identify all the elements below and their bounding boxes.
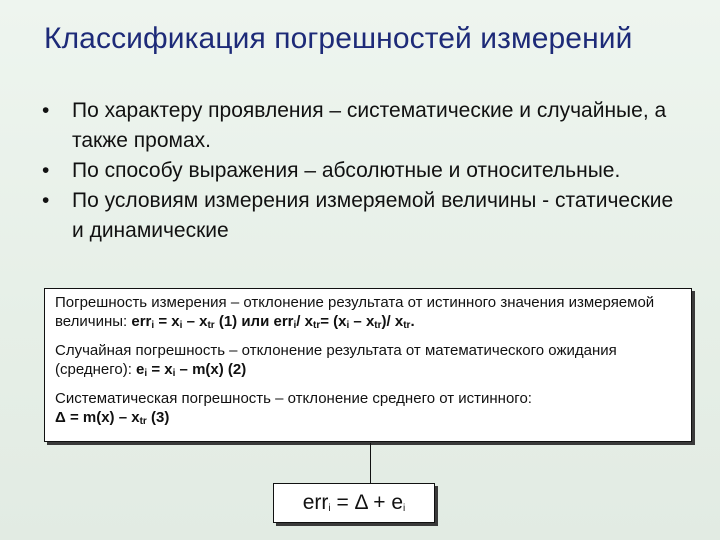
formula-part: err <box>273 313 294 330</box>
random-error-definition <box>55 341 683 379</box>
formula-sub: i <box>346 320 350 331</box>
random-error-text: Случайная погрешность – отклонение результата от математического ожидания (среднего): <box>55 342 617 378</box>
formula-part: err <box>131 313 152 330</box>
formula-part: = (x <box>320 313 347 330</box>
formula-part: )/ x <box>381 313 404 330</box>
formula-sub: i <box>172 368 176 379</box>
bullet-list <box>40 96 690 246</box>
systematic-error-text: Систематическая погрешность – отклонение среднего от истинного: <box>55 390 532 407</box>
bullet-text: По условиям измерения измеряемой величины - статические и динамические <box>72 189 674 242</box>
bullet-item <box>40 156 690 186</box>
formula-sub: i <box>151 320 155 331</box>
formula-part: (3) <box>146 409 170 426</box>
absolute-error-text: Погрешность измерения – отклонение результата от истинного значения измеряемой величины: <box>55 294 655 330</box>
random-error-formula <box>136 361 246 378</box>
systematic-error-definition <box>55 389 683 427</box>
formula-part: = x <box>147 361 173 378</box>
total-error-formula-box <box>273 483 435 523</box>
formula-part: = Δ + e <box>330 491 404 514</box>
formula-part: . <box>410 313 415 330</box>
formula-part: – m(x) (2) <box>175 361 247 378</box>
formula-sub: i <box>403 503 406 514</box>
systematic-error-formula <box>55 409 169 426</box>
formula-part: – x <box>349 313 375 330</box>
formula-sub: tr <box>207 320 215 331</box>
bullet-dot: • <box>42 99 50 122</box>
delta-symbol: Δ <box>55 409 66 426</box>
bullet-text: По способу выражения – абсолютные и относительные. <box>72 159 621 182</box>
bullet-dot: • <box>42 189 50 212</box>
formula-sub: tr <box>312 320 321 331</box>
formula-sub: i <box>179 320 183 331</box>
formula-sub: tr <box>374 320 382 331</box>
formula-part: = m(x) – x <box>65 409 140 426</box>
formula-sub: tr <box>403 320 411 331</box>
slide-title: Классификация погрешностей измерений <box>44 22 633 55</box>
definitions-box <box>44 288 692 442</box>
formula-part: e <box>136 361 145 378</box>
connector-line <box>370 443 371 483</box>
formula-part: / x <box>296 313 313 330</box>
bullet-text: По характеру проявления – систематические и случайные, а также промах. <box>72 99 667 152</box>
formula-part: (1) или <box>214 313 274 330</box>
absolute-error-formula <box>131 313 414 330</box>
formula-part: err <box>302 491 329 514</box>
formula-sub: i <box>328 503 331 514</box>
formula-sub: i <box>293 320 297 331</box>
bullet-dot: • <box>42 159 50 182</box>
absolute-error-definition <box>55 293 683 331</box>
formula-part: = x <box>154 313 180 330</box>
bullet-item <box>40 186 690 246</box>
formula-sub: tr <box>139 416 147 427</box>
bullet-item <box>40 96 690 156</box>
formula-sub: i <box>144 368 148 379</box>
formula-part: – x <box>182 313 208 330</box>
